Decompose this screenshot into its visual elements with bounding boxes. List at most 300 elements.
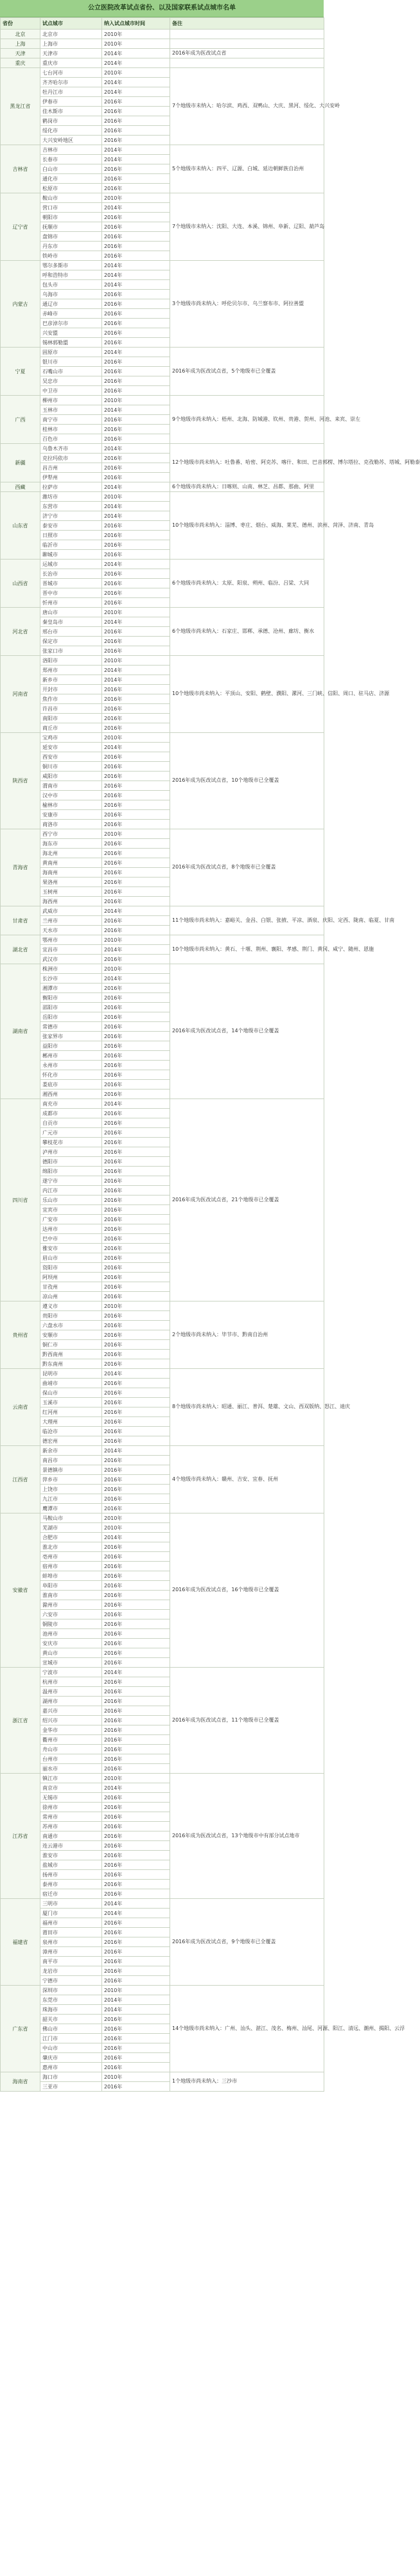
city-cell: 南充市 xyxy=(40,1099,102,1109)
city-cell: 宝鸡市 xyxy=(40,733,102,743)
city-cell: 乌海市 xyxy=(40,290,102,299)
year-cell: 2016年 xyxy=(102,434,170,444)
city-cell: 鞍山市 xyxy=(40,193,102,203)
year-cell: 2016年 xyxy=(102,164,170,174)
year-cell: 2016年 xyxy=(102,338,170,348)
city-cell: 凉山州 xyxy=(40,1292,102,1301)
city-cell: 晋中市 xyxy=(40,588,102,598)
city-cell: 铁岭市 xyxy=(40,251,102,261)
province-cell: 浙江省 xyxy=(1,1668,40,1774)
note-cell: 3个地级市尚未纳入：呼伦贝尔市、乌兰察布市、阿拉善盟 xyxy=(170,261,324,348)
city-cell: 鹰潭市 xyxy=(40,1504,102,1513)
year-cell: 2016年 xyxy=(102,1041,170,1051)
city-cell: 泰州市 xyxy=(40,1880,102,1889)
note-cell: 5个地级市未纳入：四平、辽源、白城、延边朝鲜族自治州 xyxy=(170,145,324,193)
city-cell: 榆林市 xyxy=(40,800,102,810)
city-cell: 南平市 xyxy=(40,1957,102,1966)
city-cell: 忻州市 xyxy=(40,598,102,608)
year-cell: 2014年 xyxy=(102,743,170,752)
year-cell: 2014年 xyxy=(102,1909,170,1918)
header-city: 试点城市 xyxy=(40,18,102,30)
year-cell: 2016年 xyxy=(102,1552,170,1562)
city-cell: 玉溪市 xyxy=(40,1398,102,1407)
city-cell: 宿迁市 xyxy=(40,1889,102,1899)
table-row xyxy=(1,733,324,743)
city-cell: 朝阳市 xyxy=(40,213,102,222)
table-row xyxy=(1,193,324,203)
province-cell: 重庆 xyxy=(1,58,40,68)
city-cell: 绍兴市 xyxy=(40,1716,102,1725)
city-cell: 兴安盟 xyxy=(40,328,102,338)
year-cell: 2010年 xyxy=(102,1774,170,1783)
city-cell: 泉州市 xyxy=(40,1937,102,1947)
year-cell: 2016年 xyxy=(102,1090,170,1099)
year-cell: 2016年 xyxy=(102,454,170,463)
year-cell: 2016年 xyxy=(102,1745,170,1754)
year-cell: 2016年 xyxy=(102,386,170,396)
city-cell: 南宁市 xyxy=(40,415,102,425)
header-province: 省份 xyxy=(1,18,40,30)
city-cell: 佳木斯市 xyxy=(40,107,102,116)
year-cell: 2014年 xyxy=(102,58,170,68)
year-cell: 2016年 xyxy=(102,1292,170,1301)
city-cell: 济宁市 xyxy=(40,511,102,521)
year-cell: 2016年 xyxy=(102,1629,170,1639)
year-cell: 2016年 xyxy=(102,1542,170,1552)
city-cell: 中山市 xyxy=(40,2043,102,2053)
year-cell: 2016年 xyxy=(102,2043,170,2053)
year-cell: 2016年 xyxy=(102,1118,170,1128)
city-cell: 曲靖市 xyxy=(40,1379,102,1388)
year-cell: 2016年 xyxy=(102,1436,170,1446)
province-cell: 福建省 xyxy=(1,1899,40,1986)
year-cell: 2016年 xyxy=(102,1128,170,1138)
city-cell: 常德市 xyxy=(40,1022,102,1032)
note-cell: 2个地级市尚未纳入：毕节市、黔南自治州 xyxy=(170,1301,324,1369)
city-cell: 湘潭市 xyxy=(40,984,102,993)
year-cell: 2016年 xyxy=(102,772,170,781)
year-cell: 2016年 xyxy=(102,1677,170,1687)
year-cell: 2016年 xyxy=(102,1639,170,1648)
city-cell: 呼和浩特市 xyxy=(40,270,102,280)
year-cell: 2016年 xyxy=(102,646,170,656)
city-cell: 安康市 xyxy=(40,810,102,820)
city-cell: 昌吉州 xyxy=(40,463,102,473)
city-cell: 铜川市 xyxy=(40,762,102,772)
province-cell: 宁夏 xyxy=(1,348,40,396)
city-cell: 许昌市 xyxy=(40,704,102,714)
year-cell: 2014年 xyxy=(102,560,170,569)
table-row xyxy=(1,1301,324,1311)
city-cell: 常州市 xyxy=(40,1812,102,1822)
year-cell: 2010年 xyxy=(102,396,170,405)
pilot-city-table xyxy=(0,17,420,2092)
city-cell: 宣城市 xyxy=(40,1658,102,1668)
year-cell: 2016年 xyxy=(102,926,170,935)
city-cell: 天水市 xyxy=(40,926,102,935)
year-cell: 2014年 xyxy=(102,261,170,270)
year-cell: 2016年 xyxy=(102,1803,170,1812)
note-cell: 9个地级市尚未纳入：梧州、北海、防城港、钦州、贵港、贺州、河池、来宾、崇左 xyxy=(170,396,324,444)
year-cell: 2014年 xyxy=(102,617,170,627)
city-cell: 中卫市 xyxy=(40,386,102,396)
note-cell: 2016年成为医改试点省，14个地级市已全覆盖 xyxy=(170,964,324,1099)
year-cell: 2016年 xyxy=(102,1427,170,1436)
year-cell: 2010年 xyxy=(102,30,170,39)
city-cell: 固原市 xyxy=(40,348,102,357)
year-cell: 2016年 xyxy=(102,1658,170,1668)
year-cell: 2014年 xyxy=(102,405,170,415)
city-cell: 莆田市 xyxy=(40,1928,102,1937)
year-cell: 2016年 xyxy=(102,887,170,897)
city-cell: 亳州市 xyxy=(40,1552,102,1562)
note-cell: 14个地级市尚未纳入：广州、汕头、湛江、茂名、梅州、汕尾、河源、阳江、清远、潮州、揭阳、云浮 xyxy=(170,1986,324,2072)
city-cell: 包头市 xyxy=(40,280,102,290)
city-cell: 三明市 xyxy=(40,1899,102,1909)
city-cell: 七台河市 xyxy=(40,68,102,78)
year-cell: 2016年 xyxy=(102,1273,170,1282)
city-cell: 遵义市 xyxy=(40,1301,102,1311)
header-note: 备注 xyxy=(170,18,324,30)
year-cell: 2016年 xyxy=(102,1571,170,1581)
city-cell: 成都市 xyxy=(40,1109,102,1118)
year-cell: 2014年 xyxy=(102,1369,170,1379)
city-cell: 果洛州 xyxy=(40,878,102,887)
year-cell: 2016年 xyxy=(102,367,170,376)
year-cell: 2016年 xyxy=(102,1061,170,1070)
year-cell: 2016年 xyxy=(102,357,170,367)
year-cell: 2016年 xyxy=(102,588,170,598)
year-cell: 2016年 xyxy=(102,1224,170,1234)
year-cell: 2016年 xyxy=(102,1012,170,1022)
city-cell: 日照市 xyxy=(40,531,102,540)
city-cell: 黔东南州 xyxy=(40,1359,102,1369)
table-row xyxy=(1,49,324,58)
city-cell: 石嘴山市 xyxy=(40,367,102,376)
city-cell: 郑州市 xyxy=(40,666,102,675)
year-cell: 2016年 xyxy=(102,1697,170,1706)
city-cell: 海北州 xyxy=(40,849,102,858)
city-cell: 惠州市 xyxy=(40,2063,102,2072)
city-cell: 宜昌市 xyxy=(40,945,102,955)
year-cell: 2010年 xyxy=(102,935,170,945)
year-cell: 2016年 xyxy=(102,1080,170,1090)
year-cell: 2016年 xyxy=(102,1957,170,1966)
city-cell: 玉林市 xyxy=(40,405,102,415)
year-cell: 2010年 xyxy=(102,656,170,666)
city-cell: 湘西州 xyxy=(40,1090,102,1099)
city-cell: 邵阳市 xyxy=(40,1003,102,1012)
province-cell: 贵州省 xyxy=(1,1301,40,1369)
city-cell: 眉山市 xyxy=(40,1253,102,1263)
year-cell: 2016年 xyxy=(102,376,170,386)
table-row xyxy=(1,608,324,617)
province-cell: 广东省 xyxy=(1,1986,40,2072)
year-cell: 2016年 xyxy=(102,1157,170,1167)
year-cell: 2016年 xyxy=(102,598,170,608)
year-cell: 2016年 xyxy=(102,984,170,993)
year-cell: 2016年 xyxy=(102,1263,170,1273)
table-header-row xyxy=(1,18,324,30)
year-cell: 2016年 xyxy=(102,473,170,482)
city-cell: 泸州市 xyxy=(40,1147,102,1157)
year-cell: 2016年 xyxy=(102,1860,170,1870)
city-cell: 白山市 xyxy=(40,164,102,174)
province-cell: 青海省 xyxy=(1,829,40,906)
note-cell: 2016年成为医改试点省，9个地级市已全覆盖 xyxy=(170,1899,324,1986)
city-cell: 通辽市 xyxy=(40,299,102,309)
year-cell: 2016年 xyxy=(102,2024,170,2034)
year-cell: 2016年 xyxy=(102,328,170,338)
year-cell: 2016年 xyxy=(102,1735,170,1745)
year-cell: 2014年 xyxy=(102,203,170,213)
province-cell: 西藏 xyxy=(1,482,40,492)
province-cell: 甘肃省 xyxy=(1,906,40,935)
table-row xyxy=(1,348,324,357)
year-cell: 2016年 xyxy=(102,1379,170,1388)
note-cell: 12个地级市尚未纳入：吐鲁番、哈密、阿克苏、喀什、和田、巴音郭楞、博尔塔拉、克孜勒苏、塔城、阿勒泰 xyxy=(170,444,324,482)
city-cell: 自贡市 xyxy=(40,1118,102,1128)
year-cell: 2016年 xyxy=(102,916,170,926)
year-cell: 2010年 xyxy=(102,492,170,502)
year-cell: 2016年 xyxy=(102,1244,170,1253)
province-cell: 山东省 xyxy=(1,492,40,560)
city-cell: 巴彦淖尔市 xyxy=(40,319,102,328)
province-cell: 四川省 xyxy=(1,1099,40,1301)
city-cell: 株洲市 xyxy=(40,964,102,974)
year-cell: 2016年 xyxy=(102,232,170,242)
year-cell: 2010年 xyxy=(102,1513,170,1523)
year-cell: 2016年 xyxy=(102,752,170,762)
note-cell: 6个地级市尚未纳入：太原、阳泉、朔州、临汾、吕梁、大同 xyxy=(170,560,324,608)
city-cell: 邢台市 xyxy=(40,627,102,637)
year-cell: 2016年 xyxy=(102,1976,170,1986)
city-cell: 鄂州市 xyxy=(40,935,102,945)
year-cell: 2016年 xyxy=(102,1591,170,1600)
table-row xyxy=(1,829,324,839)
table-row xyxy=(1,964,324,974)
table-row xyxy=(1,145,324,155)
city-cell: 福州市 xyxy=(40,1918,102,1928)
year-cell: 2014年 xyxy=(102,1783,170,1793)
table-row xyxy=(1,906,324,916)
year-cell: 2016年 xyxy=(102,1417,170,1427)
province-cell: 海南省 xyxy=(1,2072,40,2092)
city-cell: 海南州 xyxy=(40,868,102,878)
city-cell: 滁州市 xyxy=(40,1600,102,1610)
city-cell: 临沧市 xyxy=(40,1427,102,1436)
province-cell: 吉林省 xyxy=(1,145,40,193)
year-cell: 2014年 xyxy=(102,155,170,164)
city-cell: 银川市 xyxy=(40,357,102,367)
city-cell: 宁波市 xyxy=(40,1668,102,1677)
city-cell: 岳阳市 xyxy=(40,1012,102,1022)
city-cell: 齐齐哈尔市 xyxy=(40,78,102,87)
year-cell: 2014年 xyxy=(102,280,170,290)
year-cell: 2014年 xyxy=(102,348,170,357)
city-cell: 蚌埠市 xyxy=(40,1571,102,1581)
note-cell: 4个地级市尚未纳入：赣州、吉安、宜春、抚州 xyxy=(170,1446,324,1513)
table-row xyxy=(1,1513,324,1523)
city-cell: 怀化市 xyxy=(40,1070,102,1080)
city-cell: 丽水市 xyxy=(40,1764,102,1774)
city-cell: 新余市 xyxy=(40,1446,102,1456)
year-cell: 2014年 xyxy=(102,2005,170,2015)
note-cell: 7个地级市未纳入：沈阳、大连、本溪、锦州、阜新、辽阳、葫芦岛 xyxy=(170,193,324,261)
note-cell: 11个地级市尚未纳入：嘉峪关、金昌、白银、张掖、平凉、酒泉、庆阳、定西、陇南、临夏、甘南 xyxy=(170,906,324,935)
table-row xyxy=(1,261,324,270)
city-cell: 杭州市 xyxy=(40,1677,102,1687)
city-cell: 昆明市 xyxy=(40,1369,102,1379)
city-cell: 苏州市 xyxy=(40,1822,102,1831)
province-cell: 湖南省 xyxy=(1,964,40,1099)
city-cell: 临沂市 xyxy=(40,540,102,550)
city-cell: 汉中市 xyxy=(40,791,102,800)
year-cell: 2014年 xyxy=(102,666,170,675)
city-cell: 雅安市 xyxy=(40,1244,102,1253)
city-cell: 漳州市 xyxy=(40,1947,102,1957)
year-cell: 2010年 xyxy=(102,1301,170,1311)
city-cell: 吴忠市 xyxy=(40,376,102,386)
city-cell: 赤峰市 xyxy=(40,309,102,319)
note-cell: 2016年成为医改试点省，8个地级市已全覆盖 xyxy=(170,829,324,906)
city-cell: 甘孜州 xyxy=(40,1282,102,1292)
year-cell: 2014年 xyxy=(102,974,170,984)
city-cell: 松原市 xyxy=(40,184,102,193)
city-cell: 珠海市 xyxy=(40,2005,102,2015)
year-cell: 2016年 xyxy=(102,1619,170,1629)
province-cell: 江苏省 xyxy=(1,1774,40,1899)
table-row xyxy=(1,1668,324,1677)
year-cell: 2016年 xyxy=(102,1870,170,1880)
year-cell: 2016年 xyxy=(102,685,170,694)
year-cell: 2016年 xyxy=(102,1725,170,1735)
city-cell: 东莞市 xyxy=(40,1995,102,2005)
year-cell: 2016年 xyxy=(102,1407,170,1417)
city-cell: 佛山市 xyxy=(40,2024,102,2034)
note-cell: 2016年成为医改试点省，13个地级市中有部分试点地市 xyxy=(170,1774,324,1899)
year-cell: 2016年 xyxy=(102,1966,170,1976)
year-cell: 2014年 xyxy=(102,1668,170,1677)
note-cell xyxy=(170,30,324,39)
year-cell: 2016年 xyxy=(102,2034,170,2043)
city-cell: 安顺市 xyxy=(40,1330,102,1340)
year-cell: 2016年 xyxy=(102,955,170,964)
year-cell: 2010年 xyxy=(102,1523,170,1533)
year-cell: 2016年 xyxy=(102,1195,170,1205)
city-cell: 西安市 xyxy=(40,752,102,762)
year-cell: 2016年 xyxy=(102,1167,170,1176)
year-cell: 2010年 xyxy=(102,39,170,49)
year-cell: 2014年 xyxy=(102,945,170,955)
year-cell: 2016年 xyxy=(102,1937,170,1947)
city-cell: 南昌市 xyxy=(40,1456,102,1465)
city-cell: 景德镇市 xyxy=(40,1465,102,1475)
city-cell: 吉林市 xyxy=(40,145,102,155)
year-cell: 2016年 xyxy=(102,1311,170,1321)
year-cell: 2016年 xyxy=(102,1205,170,1215)
year-cell: 2016年 xyxy=(102,1350,170,1359)
year-cell: 2016年 xyxy=(102,425,170,434)
city-cell: 台州市 xyxy=(40,1754,102,1764)
city-cell: 安庆市 xyxy=(40,1639,102,1648)
note-cell: 10个地级市尚未纳入：平顶山、安阳、鹤壁、濮阳、漯河、三门峡、信阳、周口、驻马店、济源 xyxy=(170,656,324,733)
year-cell: 2016年 xyxy=(102,868,170,878)
year-cell: 2016年 xyxy=(102,1947,170,1957)
province-cell: 广西 xyxy=(1,396,40,444)
city-cell: 南通市 xyxy=(40,1831,102,1841)
city-cell: 德阳市 xyxy=(40,1157,102,1167)
year-cell: 2014年 xyxy=(102,906,170,916)
year-cell: 2016年 xyxy=(102,126,170,136)
table-row xyxy=(1,1774,324,1783)
province-cell: 河南省 xyxy=(1,656,40,733)
city-cell: 马鞍山市 xyxy=(40,1513,102,1523)
year-cell: 2016年 xyxy=(102,1147,170,1157)
city-cell: 阿坝州 xyxy=(40,1273,102,1282)
city-cell: 鹤岗市 xyxy=(40,116,102,126)
city-cell: 舟山市 xyxy=(40,1745,102,1754)
year-cell: 2016年 xyxy=(102,299,170,309)
province-cell: 黑龙江省 xyxy=(1,68,40,145)
city-cell: 克拉玛依市 xyxy=(40,454,102,463)
note-cell: 7个地级市未纳入：哈尔滨、鸡西、双鸭山、大庆、黑河、绥化、大兴安岭 xyxy=(170,68,324,145)
city-cell: 宁德市 xyxy=(40,1976,102,1986)
city-cell: 衡阳市 xyxy=(40,993,102,1003)
year-cell: 2016年 xyxy=(102,858,170,868)
table-row xyxy=(1,68,324,78)
city-cell: 百色市 xyxy=(40,434,102,444)
city-cell: 长沙市 xyxy=(40,974,102,984)
city-cell: 盐城市 xyxy=(40,1860,102,1870)
city-cell: 保山市 xyxy=(40,1388,102,1398)
city-cell: 无锡市 xyxy=(40,1793,102,1803)
city-cell: 天津市 xyxy=(40,49,102,58)
city-cell: 乌鲁木齐市 xyxy=(40,444,102,454)
city-cell: 衢州市 xyxy=(40,1735,102,1745)
city-cell: 玉树州 xyxy=(40,887,102,897)
note-cell xyxy=(170,39,324,49)
year-cell: 2016年 xyxy=(102,242,170,251)
province-cell: 河北省 xyxy=(1,608,40,656)
city-cell: 拉萨市 xyxy=(40,482,102,492)
city-cell: 洛阳市 xyxy=(40,656,102,666)
city-cell: 南京市 xyxy=(40,1783,102,1793)
year-cell: 2010年 xyxy=(102,829,170,839)
year-cell: 2016年 xyxy=(102,2063,170,2072)
year-cell: 2016年 xyxy=(102,309,170,319)
city-cell: 重庆市 xyxy=(40,58,102,68)
city-cell: 阜阳市 xyxy=(40,1581,102,1591)
city-cell: 长春市 xyxy=(40,155,102,164)
year-cell: 2016年 xyxy=(102,1051,170,1061)
year-cell: 2016年 xyxy=(102,222,170,232)
year-cell: 2016年 xyxy=(102,1340,170,1350)
city-cell: 达州市 xyxy=(40,1224,102,1234)
year-cell: 2016年 xyxy=(102,1070,170,1080)
table-row xyxy=(1,1986,324,1995)
city-cell: 宜宾市 xyxy=(40,1205,102,1215)
year-cell: 2016年 xyxy=(102,2053,170,2063)
city-cell: 通化市 xyxy=(40,174,102,184)
city-cell: 商丘市 xyxy=(40,723,102,733)
year-cell: 2016年 xyxy=(102,1359,170,1369)
year-cell: 2014年 xyxy=(102,1099,170,1109)
year-cell: 2016年 xyxy=(102,781,170,791)
city-cell: 宿州市 xyxy=(40,1562,102,1571)
year-cell: 2016年 xyxy=(102,97,170,107)
year-cell: 2016年 xyxy=(102,1918,170,1928)
